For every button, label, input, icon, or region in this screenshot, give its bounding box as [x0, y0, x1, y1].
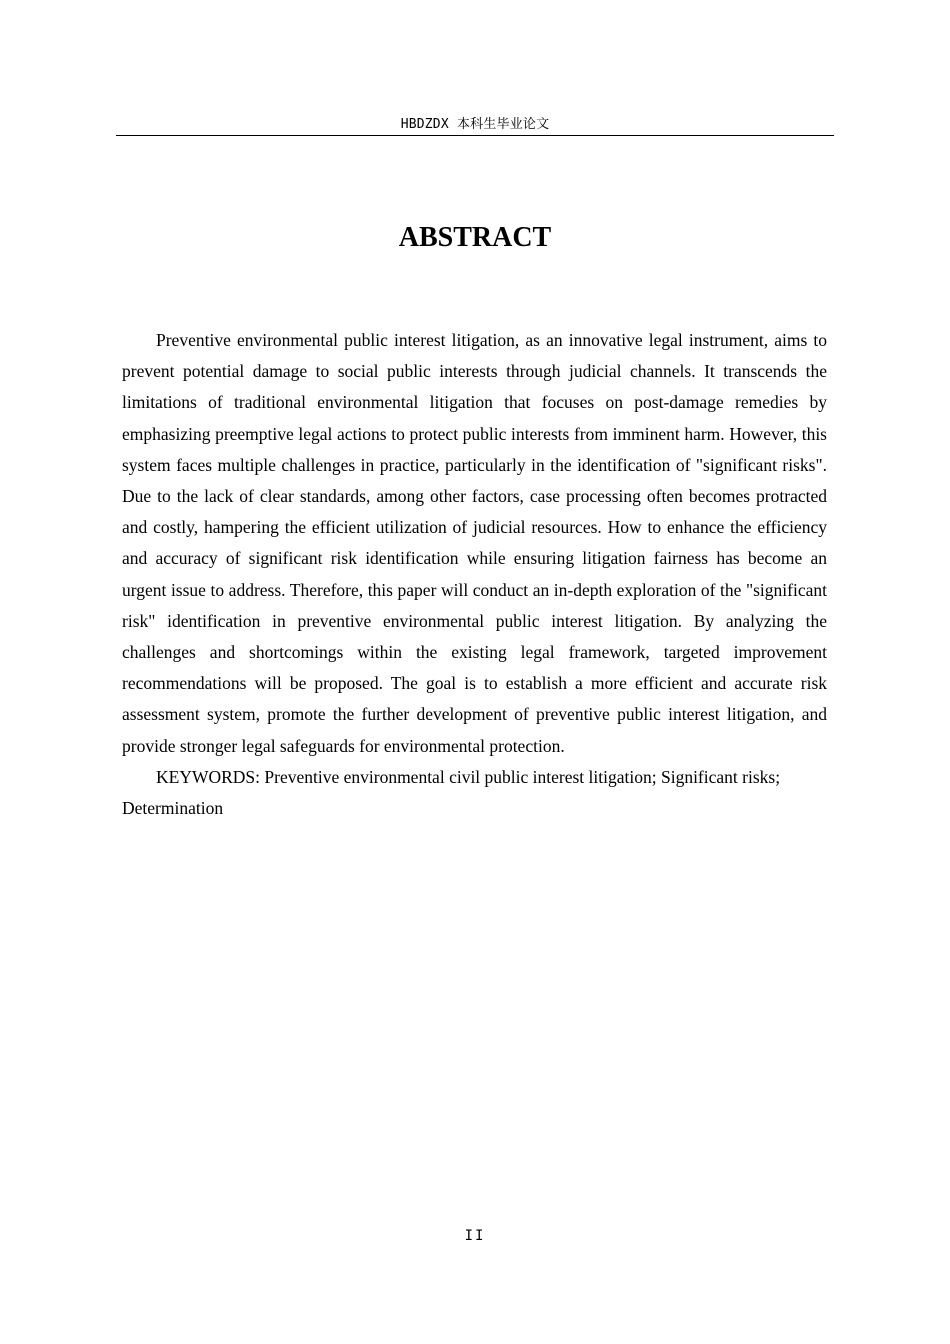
page-number: II	[464, 1228, 486, 1244]
abstract-paragraph: Preventive environmental public interest litigation, as an innovative legal instrument, aims to prevent potential damage to social public interests through judicial channels. It transcends the limitations of traditional environmental litigation that focuses on post-damage remedies by emphasizing preemptive legal actions to protect public interests from imminent harm. However, this system faces multiple challenges in practice, particularly in the identification of "significant risks". Due to the lack of clear standards, among other factors, case processing often becomes protracted and costly, hampering the efficient utilization of judicial resources. How to enhance the efficiency and accuracy of significant risk identification while ensuring litigation fairness has become an urgent issue to address. Therefore, this paper will conduct an in-depth exploration of the "significant risk" identification in preventive environmental public interest litigation. By analyzing the challenges and shortcomings within the existing legal framework, targeted improvement recommendations will be proposed. The goal is to establish a more efficient and accurate risk assessment system, promote the further development of preventive public interest litigation, and provide stronger legal safeguards for environmental protection.	[122, 330, 827, 756]
abstract-section	[122, 325, 827, 824]
keywords-line: KEYWORDS: Preventive environmental civil public interest litigation; Significant risks; Determination	[122, 766, 781, 819]
header-divider	[116, 135, 834, 136]
running-header: HBDZDX 本科生毕业论文	[400, 117, 550, 132]
abstract-title: ABSTRACT	[398, 222, 552, 253]
